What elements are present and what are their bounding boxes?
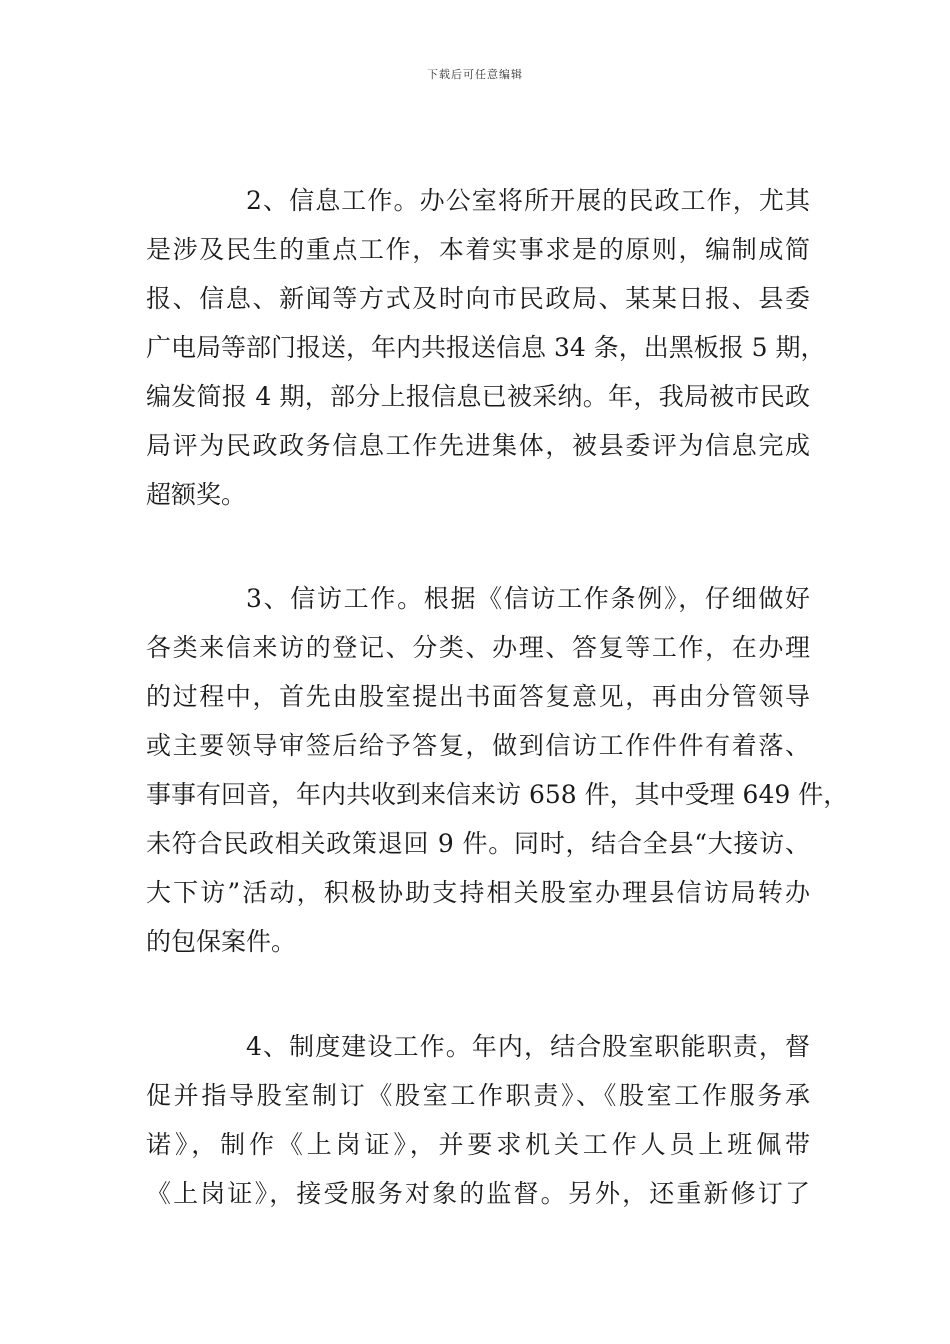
paragraph-petition-work: [146, 574, 849, 966]
text-line: 促并指导股室制订《股室工作职责》、《股室工作服务承: [146, 1081, 810, 1110]
text-line: 或主要领导审签后给予答复，做到信访工作件件有着落、: [146, 731, 810, 760]
text-line: 各类来信来访的登记、分类、办理、答复等工作，在办理: [146, 633, 810, 662]
text-line: 未符合民政相关政策退回 9 件。同时，结合全县“大接访、: [146, 829, 810, 858]
paragraph-information-work: [146, 176, 826, 519]
text-line: 编发简报 4 期，部分上报信息已被采纳。年，我局被市民政: [146, 382, 810, 411]
text-line: 4、制度建设工作。年内，结合股室职能职责，督: [246, 1032, 810, 1061]
text-line: 事事有回音，年内共收到来信来访 658 件，其中受理 649 件，: [146, 780, 849, 809]
text-line: 广电局等部门报送，年内共报送信息 34 条，出黑板报 5 期，: [146, 333, 826, 362]
text-line: 超额奖。: [146, 480, 247, 509]
text-line: 是涉及民生的重点工作，本着实事求是的原则，编制成简: [146, 235, 810, 264]
text-line: 大下访”活动，积极协助支持相关股室办理县信访局转办: [146, 878, 810, 907]
text-line: 诺》，制作《上岗证》，并要求机关工作人员上班佩带: [146, 1130, 810, 1159]
text-line: 局评为民政政务信息工作先进集体，被县委评为信息完成: [146, 431, 810, 460]
text-line: 2、信息工作。办公室将所开展的民政工作，尤其: [246, 186, 810, 215]
header-note: 下载后可任意编辑: [427, 68, 523, 81]
text-line: 《上岗证》，接受服务对象的监督。另外，还重新修订了: [146, 1179, 810, 1208]
text-line: 的包保案件。: [146, 927, 297, 956]
text-line: 的过程中，首先由股室提出书面答复意见，再由分管领导: [146, 682, 810, 711]
text-line: 3、信访工作。根据《信访工作条例》，仔细做好: [246, 584, 810, 613]
paragraph-system-building: [146, 1022, 810, 1218]
text-line: 报、信息、新闻等方式及时向市民政局、某某日报、县委: [146, 284, 810, 313]
